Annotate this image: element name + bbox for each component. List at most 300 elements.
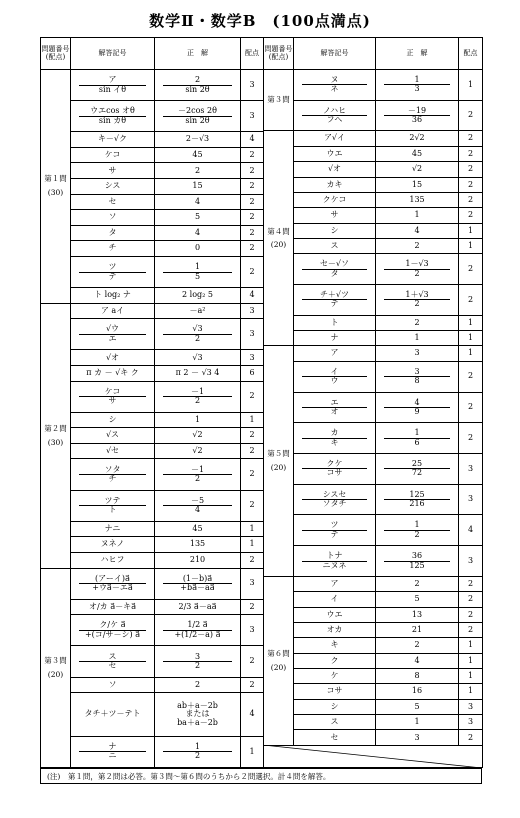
- answer-code: [294, 392, 376, 423]
- correct-answer: [155, 132, 241, 148]
- correct-answer: [376, 515, 459, 546]
- correct-answer: [155, 443, 241, 459]
- correct-answer-line: 15: [411, 179, 423, 189]
- answer-code-line: シ: [330, 225, 339, 235]
- correct-answer-line: 1: [194, 262, 201, 272]
- correct-answer: [376, 208, 459, 223]
- answer-table-left: [40, 37, 263, 768]
- correct-answer: [155, 521, 241, 537]
- answer-code-line: √ス: [105, 430, 120, 440]
- answer-code: [294, 715, 376, 730]
- answer-code: [71, 552, 155, 568]
- answer-code-line: イ: [330, 366, 339, 376]
- correct-answer: [376, 715, 459, 730]
- correct-answer: [376, 177, 459, 192]
- question-number: 第１問: [44, 174, 67, 184]
- correct-answer: [155, 210, 241, 226]
- correct-answer-line: 2: [194, 165, 201, 175]
- table-row: [264, 699, 483, 714]
- answer-code-line: タ: [302, 269, 367, 278]
- correct-answer-line: 1: [414, 717, 420, 727]
- correct-answer-line: √2: [192, 430, 203, 440]
- points: 4: [241, 132, 264, 148]
- correct-answer: [155, 599, 241, 615]
- points: 2: [459, 162, 483, 177]
- answer-code: [294, 361, 376, 392]
- table-row: [264, 515, 483, 546]
- correct-answer-line: 2－√3: [185, 134, 210, 144]
- points: 1: [459, 653, 483, 668]
- points: 3: [459, 453, 483, 484]
- correct-answer-line: 1: [414, 210, 420, 220]
- answer-code-line: π カ － √キ ク: [86, 368, 139, 378]
- answer-code: [294, 592, 376, 607]
- answer-code: [71, 693, 155, 736]
- correct-answer-line: 5: [163, 272, 232, 281]
- points: 3: [241, 303, 264, 319]
- table-row: [264, 208, 483, 223]
- correct-answer: [155, 147, 241, 163]
- table-row: [41, 147, 264, 163]
- answer-code-line: キ－√ク: [97, 134, 128, 144]
- correct-answer-line: 15: [192, 181, 203, 191]
- table-row: [41, 693, 264, 736]
- points: 2: [459, 423, 483, 454]
- answer-table-right-grid: [263, 37, 483, 768]
- correct-answer-line: または: [185, 709, 210, 719]
- correct-answer-line: 8: [414, 671, 420, 680]
- answer-code: [71, 537, 155, 553]
- answer-code-line: ス: [330, 240, 339, 250]
- table-row: [41, 210, 264, 226]
- table-row: [264, 331, 483, 346]
- table-row: [264, 315, 483, 330]
- correct-answer-line: 2: [384, 530, 450, 539]
- answer-code: [71, 677, 155, 693]
- correct-answer-line: 5: [194, 212, 201, 222]
- answer-code-line: ニ: [79, 751, 146, 760]
- points: 2: [459, 392, 483, 423]
- answer-code-line: イ: [330, 594, 339, 604]
- correct-answer: [155, 319, 241, 350]
- points: 2: [459, 285, 483, 316]
- answer-code: [294, 684, 376, 699]
- points: 2: [459, 131, 483, 146]
- header-points: 配点: [459, 38, 483, 70]
- answer-code-line: サ: [330, 210, 339, 220]
- answer-code: [71, 521, 155, 537]
- points: 2: [459, 192, 483, 207]
- correct-answer: [376, 223, 459, 238]
- points: 2: [459, 254, 483, 285]
- table-row: [41, 381, 264, 412]
- correct-answer-line: sin 2θ: [163, 85, 232, 94]
- correct-answer-line: 72: [384, 468, 450, 477]
- table-row: [41, 70, 264, 101]
- correct-answer-line: 125: [409, 489, 425, 499]
- correct-answer: [376, 285, 459, 316]
- points: 3: [459, 699, 483, 714]
- correct-answer-line: 6: [384, 438, 450, 447]
- answer-code: [294, 453, 376, 484]
- correct-answer: [376, 669, 459, 684]
- points: 2: [241, 677, 264, 693]
- question-points: (20): [270, 463, 287, 473]
- answer-code-line: ソタチ: [302, 499, 367, 508]
- answer-code-line: セ: [108, 196, 117, 206]
- answer-code-line: ウエ: [326, 148, 343, 158]
- correct-answer-line: 2: [384, 269, 450, 278]
- answer-code: [71, 132, 155, 148]
- points: 2: [241, 194, 264, 210]
- blank-row: [264, 746, 483, 768]
- correct-answer: [376, 315, 459, 330]
- correct-answer-line: 216: [384, 499, 450, 508]
- answer-code: [71, 70, 155, 101]
- correct-answer: [376, 131, 459, 146]
- answer-code-line: √セ: [105, 445, 120, 455]
- answer-code-line: ウエ: [326, 609, 343, 619]
- correct-answer: [376, 423, 459, 454]
- correct-answer: [155, 428, 241, 444]
- answer-code-line: フヘ: [302, 115, 367, 124]
- answer-code: [294, 669, 376, 684]
- answer-code: [294, 331, 376, 346]
- correct-answer-line: 2: [414, 240, 420, 250]
- points: 1: [459, 223, 483, 238]
- table-row: [41, 459, 264, 490]
- correct-answer-line: 45: [411, 148, 423, 158]
- correct-answer: [376, 100, 459, 131]
- answer-code: [71, 615, 155, 646]
- answer-code: [294, 285, 376, 316]
- answer-code-line: ク/ケ a⃗: [99, 620, 126, 630]
- answer-code-line: ナ: [108, 741, 117, 751]
- correct-answer-line: sin 2θ: [163, 116, 232, 125]
- correct-answer-line: 2 log₂ 5: [182, 290, 213, 300]
- question-points: (30): [47, 188, 64, 198]
- points: 3: [459, 484, 483, 515]
- correct-answer-line: 36: [384, 115, 450, 124]
- answer-code-line: キ: [302, 438, 367, 447]
- answer-code-line: カキ: [326, 179, 343, 189]
- answer-code: [294, 546, 376, 577]
- points: 1: [459, 331, 483, 346]
- answer-code-line: ツ: [108, 262, 117, 272]
- answer-code: [294, 162, 376, 177]
- answer-code-line: シスセ: [322, 489, 347, 499]
- correct-answer-line: ab＋a－2b: [177, 700, 218, 710]
- question-number: 第４問: [267, 226, 290, 236]
- answer-code-line: チ: [79, 474, 146, 483]
- correct-answer-line: 1: [194, 414, 201, 424]
- question-label: [41, 568, 71, 768]
- table-row: [41, 428, 264, 444]
- correct-answer: [376, 684, 459, 699]
- points: 4: [241, 288, 264, 304]
- points: 1: [459, 638, 483, 653]
- answer-code-line: ア: [330, 348, 339, 358]
- answer-code-line: √オ: [105, 352, 120, 362]
- points: 2: [459, 730, 483, 746]
- points: 3: [241, 615, 264, 646]
- correct-answer-line: 3: [194, 651, 201, 661]
- correct-answer: [376, 392, 459, 423]
- table-row: [41, 132, 264, 148]
- points: 2: [459, 361, 483, 392]
- correct-answer-line: 3: [414, 366, 420, 376]
- correct-answer: [155, 101, 241, 132]
- correct-answer-line: 21: [411, 624, 423, 634]
- points: 3: [241, 101, 264, 132]
- points: 2: [459, 100, 483, 131]
- answer-code-line: ソ: [108, 212, 117, 222]
- answer-code-line: セ－√ソ: [319, 259, 350, 269]
- answer-code-line: チ＋√ツ: [319, 290, 350, 299]
- correct-answer: [155, 70, 241, 101]
- question-points: (30): [47, 437, 64, 447]
- correct-answer-line: －2cos 2θ: [178, 106, 217, 116]
- answer-code: [71, 568, 155, 599]
- correct-answer-line: 2: [194, 679, 201, 689]
- question-number: 第５問: [267, 449, 290, 459]
- correct-answer: [155, 459, 241, 490]
- question-label: [264, 346, 294, 576]
- answer-code-line: sin カθ: [79, 116, 146, 125]
- table-row: [264, 715, 483, 730]
- points: 2: [241, 210, 264, 226]
- correct-answer-line: 2: [163, 396, 232, 405]
- correct-answer-line: 2: [163, 334, 232, 343]
- answer-code-line: ナニ: [104, 523, 121, 533]
- answer-code-line: テ: [79, 272, 146, 281]
- correct-answer-line: 4: [414, 397, 420, 407]
- correct-answer-line: 2: [414, 640, 420, 650]
- answer-code-line: セ: [79, 661, 146, 670]
- answer-code-line: ア√イ: [323, 133, 346, 143]
- correct-answer-line: 2√2: [409, 133, 425, 143]
- table-row: [264, 576, 483, 591]
- correct-answer: [376, 192, 459, 207]
- answer-code-line: ウエcos オθ: [90, 106, 135, 116]
- header-answer: 正 解: [155, 38, 241, 70]
- correct-answer: [155, 412, 241, 428]
- table-row: [264, 546, 483, 577]
- table-row: [264, 684, 483, 699]
- correct-answer: [376, 346, 459, 361]
- table-row: [264, 622, 483, 637]
- correct-answer-line: 2: [384, 299, 450, 308]
- correct-answer-line: 2: [163, 751, 232, 760]
- table-row: [264, 653, 483, 668]
- correct-answer-line: 210: [189, 555, 206, 565]
- table-row: [264, 146, 483, 161]
- table-row: [41, 490, 264, 521]
- points: 4: [241, 693, 264, 736]
- question-points: (20): [270, 240, 287, 250]
- correct-answer-line: 1: [194, 741, 201, 751]
- table-row: [264, 70, 483, 101]
- table-row: [41, 303, 264, 319]
- correct-answer-line: π 2 － √3 4: [175, 368, 220, 378]
- correct-answer: [155, 303, 241, 319]
- question-points: (20): [270, 662, 287, 672]
- answer-code-line: ア: [330, 578, 339, 588]
- answer-code: [294, 254, 376, 285]
- correct-answer-line: 2/3 a⃗－aa⃗: [178, 601, 217, 611]
- points: 2: [241, 241, 264, 257]
- correct-answer-line: 1/2 a⃗: [187, 620, 208, 630]
- correct-answer: [376, 254, 459, 285]
- points: 3: [459, 715, 483, 730]
- table-row: [41, 443, 264, 459]
- footnote: (注) 第１問，第２問は必答。第３問～第６問のうちから２問選択。計４問を解答。: [40, 768, 482, 784]
- points: 1: [459, 238, 483, 253]
- points: 1: [241, 521, 264, 537]
- answer-code: [294, 699, 376, 714]
- correct-answer-line: 5: [414, 701, 420, 711]
- correct-answer-line: －5: [190, 495, 205, 505]
- points: 2: [241, 552, 264, 568]
- answer-code: [294, 223, 376, 238]
- correct-answer-line: 125: [384, 561, 450, 570]
- correct-answer: [155, 350, 241, 366]
- answer-code-line: キ: [330, 640, 339, 650]
- table-row: [264, 223, 483, 238]
- question-label: [41, 70, 71, 304]
- answer-table-left-grid: [40, 37, 264, 768]
- correct-answer: [376, 146, 459, 161]
- table-row: [264, 638, 483, 653]
- answer-code-line: +(コ/サ－シ) a⃗: [79, 630, 146, 639]
- points: 2: [241, 428, 264, 444]
- answer-code: [71, 241, 155, 257]
- points: 3: [241, 568, 264, 599]
- table-row: [41, 319, 264, 350]
- answer-code: [71, 599, 155, 615]
- answer-code: [71, 210, 155, 226]
- table-row: [264, 177, 483, 192]
- table-row: [264, 730, 483, 746]
- correct-answer-line: 8: [384, 376, 450, 385]
- correct-answer-line: 1－√3: [405, 259, 429, 269]
- points: 2: [241, 225, 264, 241]
- points: 3: [459, 546, 483, 577]
- correct-answer-line: (1－b)a⃗: [182, 573, 213, 583]
- header-points: 配点: [241, 38, 264, 70]
- answer-code: [294, 238, 376, 253]
- table-row: [264, 131, 483, 146]
- answer-code: [71, 288, 155, 304]
- points: 2: [241, 381, 264, 412]
- correct-answer-line: 4: [163, 505, 232, 514]
- answer-code-line: √ウ: [105, 324, 120, 334]
- answer-code-line: シ: [108, 414, 117, 424]
- correct-answer: [376, 162, 459, 177]
- correct-answer-line: 1: [414, 520, 420, 530]
- blank-cell: [264, 746, 483, 768]
- table-row: [41, 736, 264, 767]
- answer-code-line: ス: [330, 717, 339, 727]
- answer-code-line: ト: [330, 317, 339, 327]
- table-row: [264, 192, 483, 207]
- points: 2: [459, 146, 483, 161]
- answer-code-line: オ: [302, 407, 367, 416]
- points: 3: [241, 350, 264, 366]
- points: 6: [241, 365, 264, 381]
- header-row: [41, 38, 264, 70]
- correct-answer-line: √3: [192, 324, 203, 334]
- answer-code: [294, 146, 376, 161]
- correct-answer-line: +ba⃗－aa⃗: [163, 583, 232, 592]
- correct-answer-line: 2: [163, 661, 232, 670]
- question-label: [264, 70, 294, 131]
- question-label: [41, 303, 71, 568]
- table-row: [41, 412, 264, 428]
- answer-code-line: ハヒフ: [100, 555, 125, 565]
- answer-code-line: オ/カ a⃗－キa⃗: [88, 601, 137, 611]
- correct-answer: [155, 194, 241, 210]
- answer-code-line: ケコ: [104, 386, 121, 396]
- table-row: [264, 392, 483, 423]
- answer-code-line: カ: [330, 428, 339, 438]
- points: 1: [459, 346, 483, 361]
- answer-code: [71, 428, 155, 444]
- question-number: 第２問: [44, 423, 67, 433]
- correct-answer-line: 2: [414, 578, 420, 588]
- table-row: [41, 179, 264, 195]
- correct-answer: [155, 225, 241, 241]
- table-row: [264, 100, 483, 131]
- answer-code: [71, 101, 155, 132]
- correct-answer: [376, 576, 459, 591]
- answer-code: [71, 319, 155, 350]
- correct-answer-line: ba＋a－2b: [177, 717, 218, 727]
- answer-code-line: ニヌネ: [302, 561, 367, 570]
- points: 1: [459, 684, 483, 699]
- correct-answer: [155, 381, 241, 412]
- correct-answer-line: 3: [414, 348, 420, 358]
- answer-code: [71, 412, 155, 428]
- correct-answer: [155, 568, 241, 599]
- answer-code: [294, 607, 376, 622]
- answer-code-line: サ: [79, 396, 146, 405]
- points: 1: [241, 736, 264, 767]
- header-code: 解答記号: [71, 38, 155, 70]
- correct-answer: [376, 653, 459, 668]
- answer-code-line: シス: [104, 181, 121, 191]
- correct-answer-line: 9: [384, 407, 450, 416]
- answer-code: [71, 194, 155, 210]
- answer-code-line: エ: [330, 397, 339, 407]
- points: 2: [241, 646, 264, 677]
- correct-answer-line: √2: [411, 164, 423, 174]
- table-row: [41, 241, 264, 257]
- answer-code-line: ケ: [330, 671, 339, 680]
- answer-code: [294, 315, 376, 330]
- correct-answer-line: 16: [411, 686, 423, 696]
- table-row: [264, 285, 483, 316]
- question-points: (20): [47, 669, 64, 679]
- answer-code: [294, 515, 376, 546]
- correct-answer: [376, 546, 459, 577]
- points: 2: [459, 576, 483, 591]
- points: 2: [241, 490, 264, 521]
- answer-code: [294, 484, 376, 515]
- table-row: [264, 346, 483, 361]
- answer-code: [71, 646, 155, 677]
- correct-answer: [376, 331, 459, 346]
